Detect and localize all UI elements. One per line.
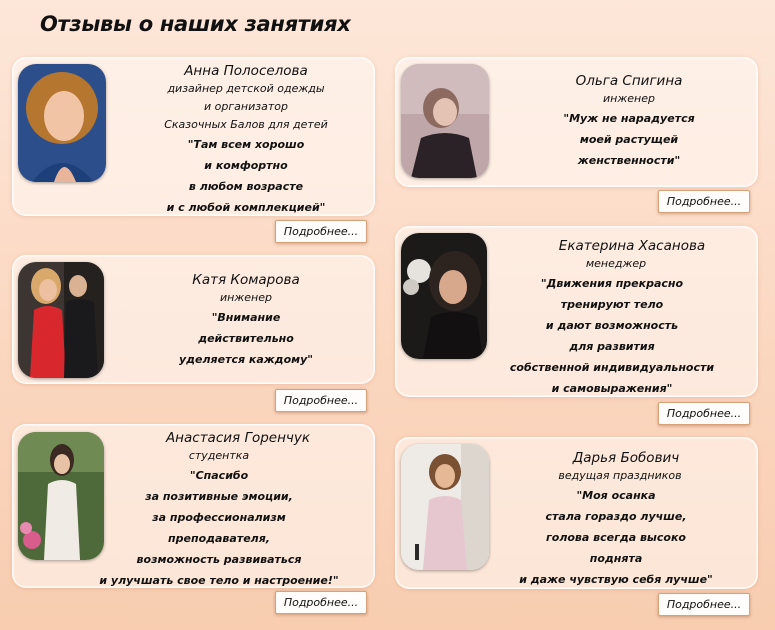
reviewer-name: Анастасия Горенчук [165,430,311,446]
review-quote: и дают возможность [545,319,679,332]
reviewer-role: Сказочных Балов для детей [164,118,328,131]
reviewer-photo-anna [18,64,106,182]
reviewer-photo-katya [18,262,104,378]
reviewer-photo-darya [401,444,489,570]
review-quote: голова всегда высоко [546,531,686,544]
reviewer-photo-olga [401,64,489,178]
reviewer-role: менеджер [585,257,647,270]
more-button-darya[interactable]: Подробнее... [658,593,750,616]
review-quote: действительно [198,332,294,345]
review-text-anastasia [82,430,346,591]
reviewer-role: инженер [220,291,272,304]
review-quote: и даже чувствую себя лучше" [519,573,713,586]
reviewer-role: студентка [188,449,250,462]
review-quote: "Моя осанка [576,489,656,502]
review-text-anna [114,63,378,218]
review-quote: за позитивные эмоции, [145,490,293,503]
review-quote: и улучшать свое тело и настроение!" [99,574,339,587]
review-quote: стала гораздо лучше, [545,510,687,523]
review-quote: за профессионализм [152,511,286,524]
review-quote: "Внимание [211,311,281,324]
more-button-olga[interactable]: Подробнее... [658,190,750,213]
reviewer-role: и организатор [204,100,288,113]
reviewer-name: Катя Комарова [192,272,300,288]
reviewer-photo-ekaterina [401,233,487,359]
review-quote: "Там всем хорошо [187,138,305,151]
review-text-olga [497,73,761,171]
review-quote: и самовыражения" [551,382,673,395]
review-quote: "Движения прекрасно [540,277,684,290]
reviewer-name: Дарья Бобович [572,450,680,466]
more-button-katya[interactable]: Подробнее... [275,389,367,412]
reviewer-role: ведущая праздников [558,469,682,482]
reviewer-role: дизайнер детской одежды [167,82,325,95]
review-text-ekaterina [480,238,744,399]
page-title: Отзывы о наших занятиях [40,12,351,36]
reviewer-name: Ольга Спигина [575,73,683,89]
review-quote: женственности" [577,154,681,167]
review-quote: уделяется каждому" [178,353,314,366]
review-text-darya [484,450,748,590]
review-quote: тренируют тело [560,298,664,311]
review-quote: и комфортно [204,159,288,172]
more-button-ekaterina[interactable]: Подробнее... [658,402,750,425]
more-button-anna[interactable]: Подробнее... [275,220,367,243]
review-quote: "Муж не нарадуется [563,112,695,125]
review-text-katya [114,272,378,370]
review-quote: и с любой комплекцией" [166,201,326,214]
more-button-anastasia[interactable]: Подробнее... [275,591,367,614]
reviewer-name: Екатерина Хасанова [558,238,706,254]
reviewer-role: инженер [603,92,655,105]
review-quote: моей растущей [579,133,679,146]
review-quote: в любом возрасте [188,180,304,193]
review-quote: преподавателя, [168,532,270,545]
review-quote: для развития [569,340,655,353]
review-quote: поднята [589,552,643,565]
review-quote: возможность развиваться [136,553,302,566]
reviewer-name: Анна Полоселова [184,63,308,79]
review-quote: "Спасибо [189,469,249,482]
review-quote: собственной индивидуальности [509,361,715,374]
